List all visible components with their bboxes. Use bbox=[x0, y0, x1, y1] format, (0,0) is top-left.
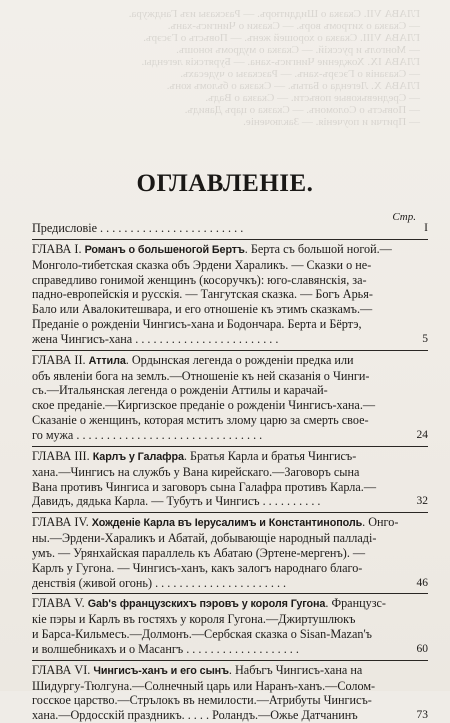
toc-entry-line bbox=[32, 317, 400, 332]
bleed-through-line: ГЛАВА VII. Сказка о Шиддитюръ. — Разсказы изъ Ганджура. bbox=[128, 8, 420, 20]
toc-entry-line bbox=[32, 449, 400, 465]
bleed-through-text bbox=[0, 0, 450, 158]
toc-entry-line bbox=[32, 258, 400, 273]
toc-entry-line bbox=[32, 332, 400, 347]
toc-entry-line bbox=[32, 369, 400, 384]
toc-entry bbox=[32, 662, 428, 723]
toc-text: съ.—Итальянская легенда о рожденіи Аттилы и карачай- bbox=[32, 383, 328, 398]
toc-text: ГЛАВА VI. bbox=[32, 662, 94, 677]
toc-text: госское царство.—Стрълокъ въ немилости.—Атрибуты Чингисъ- bbox=[32, 693, 372, 708]
toc-entry bbox=[32, 448, 428, 509]
toc-entry-line bbox=[32, 480, 400, 495]
toc-entry-line bbox=[32, 576, 400, 591]
toc-text: ГЛАВА III. bbox=[32, 448, 93, 463]
toc-text: ГЛАВА V. bbox=[32, 596, 88, 611]
toc-entry-line bbox=[32, 428, 400, 443]
toc-text: Давидъ, дядька Карла. — Тубутъ и Чингисъ . . . . . . . . . . bbox=[32, 494, 321, 509]
bleed-through-line: — Монголъ и русскій. — Сказка о мудромъ юношъ. bbox=[176, 44, 420, 56]
toc-entry-line bbox=[32, 383, 400, 398]
chapter-title: Чингисъ-ханъ и его сынъ bbox=[93, 664, 229, 677]
divider bbox=[32, 239, 428, 240]
toc-entry-line bbox=[32, 515, 400, 531]
bleed-through-line: ГЛАВА VIII. Сказка о хорошей женъ. — Повъсть о Гэсэръ. bbox=[143, 32, 420, 44]
page-column-header: Стр. bbox=[392, 211, 416, 223]
toc-entry-line bbox=[32, 531, 400, 546]
toc-text: . Французс- bbox=[325, 596, 386, 611]
toc-entry-line bbox=[32, 663, 400, 679]
toc-entry-line bbox=[32, 708, 400, 723]
toc-entry-line bbox=[32, 465, 400, 480]
divider bbox=[32, 593, 428, 594]
toc-entry bbox=[32, 221, 428, 236]
table-of-contents bbox=[32, 221, 428, 723]
toc-entry-line bbox=[32, 302, 400, 317]
toc-entry-line bbox=[32, 627, 400, 642]
toc-text: Вана противъ Чингиса и заговоръ сына Галафра противъ Карла.— bbox=[32, 479, 377, 494]
toc-entry-line bbox=[32, 561, 400, 576]
toc-text: денствія (живой огонь) . . . . . . . . . . . . . . . . . . . . . . bbox=[32, 575, 287, 590]
bleed-through-line: — Притчи и поученія. — Заключеніе. bbox=[243, 116, 420, 128]
toc-entry-line bbox=[32, 273, 400, 288]
bleed-through-line: ГЛАВА IX. Хождение Чингисъ-хана. — Бурятскія легенды. bbox=[141, 56, 420, 68]
toc-text: Сказаніе о женщинъ, которая мститъ злому царю за смерть свое- bbox=[32, 413, 369, 428]
chapter-title: Карлъ у Галафра bbox=[92, 450, 184, 463]
toc-text: Преданіе о рожденіи Чингисъ-хана и Бодончара. Берта и Бёртэ, bbox=[32, 317, 362, 332]
toc-text: кіе пэры и Карлъ въ гостяхъ у короля Гугона.—Джиртушлюкъ bbox=[32, 612, 356, 627]
toc-entry bbox=[32, 241, 428, 347]
toc-text: хана.—Чингисъ на службъ у Вана кирейскаго.—Заговоръ сына bbox=[32, 464, 360, 479]
toc-text: . Берта съ большой ногой.— bbox=[244, 241, 392, 256]
toc-text: Бало или Авалокитешвара, и его отношеніе къ этимъ сказкамъ.— bbox=[32, 302, 373, 317]
toc-text: ГЛАВА I. bbox=[32, 241, 85, 256]
toc-text: и волшебникахъ и о Масангъ . . . . . . . . . . . . . . . . . . . bbox=[32, 641, 299, 656]
toc-page-number: 5 bbox=[422, 332, 428, 345]
page-title: ОГЛАВЛЕНІЕ. bbox=[136, 170, 314, 197]
toc-page-number: 32 bbox=[416, 495, 428, 508]
divider bbox=[32, 512, 428, 513]
toc-text: умъ. — Урянхайская параллель къ Абатаю (Эртене-мергенъ). — bbox=[32, 545, 366, 560]
toc-text: и Барса-Кильмесъ.—Долмонъ.—Сербская сказка о Sisan-Mazan'ъ bbox=[32, 627, 372, 642]
toc-entry-line bbox=[32, 221, 400, 236]
toc-entry-line bbox=[32, 546, 400, 561]
toc-text: справедливо гонимой женщинъ (косоручкъ): юго-славянскія, за- bbox=[32, 272, 367, 287]
divider bbox=[32, 350, 428, 351]
toc-page-number: 46 bbox=[416, 576, 428, 589]
toc-page-number: 24 bbox=[416, 428, 428, 441]
bleed-through-line: ГЛАВА X. Легенда о Батыъ. — Сказка о бъломъ конъ. bbox=[166, 80, 420, 92]
toc-entry bbox=[32, 515, 428, 590]
chapter-title: Gab's французскихъ пэровъ у короля Гугона bbox=[87, 598, 326, 611]
toc-entry-line bbox=[32, 242, 400, 258]
toc-text: Шидургу-Тюлгуна.—Солнечный царь или Наранъ-ханъ.—Солом- bbox=[32, 678, 376, 693]
toc-entry-line bbox=[32, 287, 400, 302]
chapter-title: Аттила bbox=[88, 354, 126, 367]
toc-entry bbox=[32, 352, 428, 443]
divider bbox=[32, 446, 428, 447]
toc-entry-line bbox=[32, 642, 400, 657]
bleed-through-line: — Повъсть о Соломонъ. — Сказка о царъ Давидъ. bbox=[184, 104, 420, 116]
toc-text: ГЛАВА II. bbox=[32, 352, 89, 367]
toc-entry-line bbox=[32, 693, 400, 708]
toc-text: Карлъ у Гугона. — Чингисъ-ханъ, какъ залогъ народнаго благо- bbox=[32, 560, 363, 575]
toc-entry-line bbox=[32, 413, 400, 428]
toc-text: Предисловіе . . . . . . . . . . . . . . . . . . . . . . . . bbox=[32, 221, 244, 235]
toc-text: ское преданіе.—Киргизское преданіе о рожденіи Чингисъ-хана.— bbox=[32, 398, 376, 413]
toc-entry bbox=[32, 596, 428, 656]
toc-text: объ явленіи бога на землъ.—Отношеніе къ ней сказанія о Чинги- bbox=[32, 368, 370, 383]
toc-text: жена Чингисъ-хана . . . . . . . . . . . . . . . . . . . . . . . . bbox=[32, 331, 279, 346]
toc-text: Монголо-тибетская сказка объ Эрдени Хараликъ. — Сказки о не- bbox=[32, 257, 372, 272]
toc-text: падно-европейскія и русскія. — Тангутская сказка. — Богъ Арья- bbox=[32, 287, 373, 302]
divider bbox=[32, 660, 428, 661]
chapter-title: Романъ о большеногой Бертъ bbox=[84, 243, 245, 256]
toc-text: . Набъгъ Чингисъ-хана на bbox=[228, 662, 363, 677]
chapter-title: Хожденіе Карла въ Іерусалимъ и Константинополь bbox=[91, 517, 363, 530]
bleed-through-line: — Средневъковые повъсти. — Сказка о Вадъ. bbox=[205, 92, 420, 104]
bleed-through-line: — Сказка о хитромъ воръ. — Сказки о Чингисъ-ханъ. bbox=[167, 20, 420, 32]
toc-entry-line bbox=[32, 398, 400, 413]
toc-page-number: 60 bbox=[416, 642, 428, 655]
toc-text: . Ордынская легенда о рожденіи предка или bbox=[125, 352, 354, 367]
toc-text: хана.—Ордосскій праздникъ. . . . . Роландъ.—Ожье Датчанинъ bbox=[32, 708, 358, 723]
toc-text: ГЛАВА IV. bbox=[32, 515, 92, 530]
toc-entry-line bbox=[32, 612, 400, 627]
toc-entry-line bbox=[32, 353, 400, 369]
toc-text: го мужа . . . . . . . . . . . . . . . . . . . . . . . . . . . . . . . bbox=[32, 427, 263, 442]
toc-entry-line bbox=[32, 679, 400, 694]
toc-page-number: I bbox=[424, 222, 428, 234]
toc-page-number: 73 bbox=[416, 709, 428, 722]
toc-text: . Братья Карла и братья Чингисъ- bbox=[183, 448, 357, 463]
toc-text: . Онго- bbox=[362, 515, 399, 530]
toc-text: ны.—Эрдени-Хараликъ и Абатай, добывающіе народный палладі- bbox=[32, 531, 377, 546]
toc-entry-line bbox=[32, 494, 400, 509]
toc-entry-line bbox=[32, 596, 400, 612]
bleed-through-line: — Сказанія о Гэсэръ-ханъ. — Разсказы о чудесахъ. bbox=[180, 68, 420, 80]
